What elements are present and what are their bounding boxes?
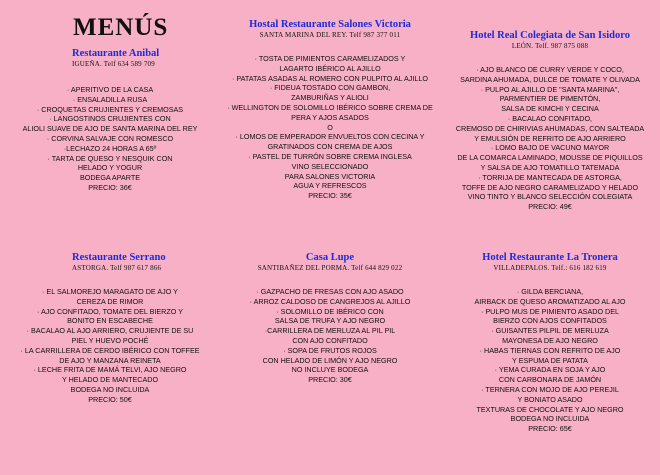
menu-item-line: Y SALSA DE AJO TOMATILLO TATEMADA — [480, 162, 620, 172]
menu-item-line: Y ESPUMA DE PATATA — [512, 355, 588, 365]
menu-item-line: · LECHE FRITA DE MAMÁ TELVI, AJO NEGRO — [33, 365, 187, 375]
menu-item-line: HELADO Y YOGUR — [77, 163, 143, 173]
menu-item-line: PRECIO: 30€ — [308, 375, 352, 385]
menu-item-line: · EL SALMOREJO MARAGATO DE AJO Y — [42, 287, 178, 296]
page-title: MENÚS — [73, 14, 169, 41]
menu-item-line: O — [327, 122, 333, 132]
menu-item-line: ZAMBURIÑAS Y ALIOLI — [291, 93, 369, 103]
menu-item-line: · LANGOSTINOS CRUJIENTES CON — [49, 114, 171, 124]
menu-item-line: ·LECHAZO 24 HORAS A 65º — [63, 143, 157, 153]
menu-item-line: · YEMA CURADA EN SOJA Y AJO — [494, 365, 606, 375]
menu-item-line: PRECIO: 36€ — [88, 182, 132, 192]
menu-item-line: PERA Y AJOS ASADOS — [291, 112, 369, 122]
column-left — [0, 0, 220, 42]
menu-item-line: BODEGA NO INCLUIDA — [70, 384, 150, 394]
menu-item-line: · CROQUETAS CRUJIENTES Y CREMOSAS — [36, 104, 184, 114]
menu-header — [446, 252, 654, 273]
restaurant-name: Casa Lupe — [305, 252, 355, 263]
menu-item-line: PRECIO: 49€ — [528, 202, 572, 212]
menu-item-line: · PULPO AL AJILLO DE "SANTA MARINA", — [480, 84, 620, 94]
menu-item-line: Y EMULSIÓN DE REFRITO DE AJO ARRIERO — [474, 133, 626, 143]
menu-item-line: PIEL Y HUEVO POCHÉ — [71, 335, 149, 345]
menu-item-line: VINO TINTO Y BLANCO SELECCIÓN COLEGIATA — [467, 192, 633, 202]
menu-item-line: BIERZO CON AJOS CONFITADOS — [493, 316, 607, 326]
menu-header — [6, 252, 214, 273]
menu-header — [226, 19, 434, 40]
menu-item-line: · CORVINA SALVAJE CON ROMESCO — [46, 133, 174, 143]
menu-item-line: LAGARTO IBÉRICO AL AJILLO — [279, 63, 381, 73]
restaurant-name: Hotel Restaurante La Tronera — [482, 252, 618, 263]
menu-item-line: · TORRIJA DE MANTECADA DE ASTORGA, — [478, 172, 622, 182]
menu-item-line: DE LA COMARCA LAMINADO, MOUSSE DE PIQUILLOS — [457, 153, 643, 163]
menu-item-line: SALSA DE KIMCHI Y CECINA — [501, 104, 599, 114]
menu-item-line: · GILDA BERCIANA, — [516, 287, 584, 296]
menu-header — [226, 252, 434, 273]
menu-item-line: CREMOSO DE CHIRIVIAS AHUMADAS, CON SALTEADA — [455, 123, 645, 133]
menu-card-la-tronera — [440, 252, 660, 434]
menu-item-line: VINO SELECCIONADO — [291, 161, 369, 171]
menu-item-line: · APERITIVO DE LA CASA — [66, 85, 154, 94]
menu-items — [226, 54, 434, 201]
menu-item-line: Y HELADO DE MANTECADO — [61, 375, 159, 385]
restaurant-name: Restaurante Anibal — [72, 48, 160, 59]
menu-item-line: · BACALAO AL AJO ARRIERO, CRUJIENTE DE SU — [26, 326, 194, 336]
restaurant-name: Hostal Restaurante Salones Victoria — [249, 19, 411, 30]
restaurant-address: SANTA MARINA DEL REY. Telf 987 377 011 — [259, 31, 401, 39]
menu-item-line: ·CARRILLERA DE MERLUZA AL PIL PIL — [264, 326, 396, 336]
menu-item-line: BODEGA NO INCLUIDA — [510, 414, 590, 424]
menu-item-line: TEXTURAS DE CHOCOLATE Y AJO NEGRO — [476, 404, 624, 414]
menu-item-line: · FIDEUA TOSTADO CON GAMBON, — [269, 83, 391, 93]
menu-item-line: TOFFE DE AJO NEGRO CARAMELIZADO Y HELADO — [461, 182, 639, 192]
menu-item-line: · TERNERA CON MOJO DE AJO PEREJIL — [481, 384, 619, 394]
menu-card-salones-victoria — [220, 19, 440, 201]
menu-item-line: · PULPO MUS DE PIMIENTO ASADO DEL — [480, 306, 620, 316]
menu-item-line: DE AJO Y MANZANA REINETA — [59, 355, 161, 365]
menu-item-line: · ENSALADILLA RUSA — [72, 94, 148, 104]
menu-item-line: PRECIO: 65€ — [528, 424, 572, 434]
menu-item-line: PRECIO: 35€ — [308, 191, 352, 201]
menu-item-line: · PATATAS ASADAS AL ROMERO CON PULPITO AL AJILLO — [232, 73, 428, 83]
menu-item-line: · PASTEL DE TURRÓN SOBRE CREMA INGLESA — [248, 151, 412, 161]
menu-item-line: ALIOLI SUAVE DE AJO DE SANTA MARINA DEL REY — [22, 124, 198, 134]
menu-item-line: PARMENTIER DE PIMENTÓN, — [499, 94, 601, 104]
menu-item-line: BODEGA APARTE — [79, 173, 141, 183]
menu-item-line: SALSA DE TRUFA Y AJO NEGRO — [274, 316, 386, 326]
menu-item-line: · TARTA DE QUESO Y NESQUIK CON — [47, 153, 173, 163]
menu-item-line: CEREZA DE RIMOR — [76, 296, 144, 306]
menu-item-line: AGUA Y REFRESCOS — [293, 181, 367, 191]
restaurant-address: IGUEÑA. Telf 634 589 709 — [72, 60, 155, 68]
menu-item-line: · AJO BLANCO DE CURRY VERDE Y COCO, — [476, 65, 624, 74]
menu-item-line: · BACALAO CONFITADO, — [507, 113, 593, 123]
restaurant-address: VILLADEPALOS. Telf.: 616 182 619 — [493, 264, 607, 272]
menu-item-line: NO INCLUYE BODEGA — [291, 365, 369, 375]
restaurant-address: SANTIBAÑEZ DEL PORMA. Telf 644 829 022 — [257, 264, 403, 272]
menu-item-line: SARDINA AHUMADA, DULCE DE TOMATE Y OLIVADA — [460, 74, 640, 84]
menu-item-line: · SOPA DE FRUTOS ROJOS — [283, 345, 377, 355]
menu-items — [446, 287, 654, 434]
menu-item-line: CON HELADO DE LIMÓN Y AJO NEGRO — [262, 355, 398, 365]
menu-item-line: Y BONIATO ASADO — [517, 394, 583, 404]
menu-items — [6, 287, 214, 405]
menu-card-casa-lupe — [220, 252, 440, 385]
menu-item-line: · LOMO BAJO DE VACUNO MAYOR — [490, 143, 610, 153]
menu-item-line: · WELLINGTON DE SOLOMILLO IBÉRICO SOBRE CREMA DE — [227, 102, 433, 112]
restaurant-address: LEÓN. Telf. 987 875 088 — [511, 42, 589, 50]
menu-card-colegiata-san-isidoro — [440, 30, 660, 212]
menu-items — [226, 287, 434, 385]
menu-item-line: · LA CARRILLERA DE CERDO IBÉRICO CON TOFFEE — [20, 345, 200, 355]
menu-item-line: GRATINADOS CON CREMA DE AJOS — [267, 142, 393, 152]
menu-card-restaurante-anibal — [0, 48, 220, 193]
menu-item-line: · TOSTA DE PIMIENTOS CARAMELIZADOS Y — [254, 54, 406, 63]
restaurant-name: Restaurante Serrano — [72, 252, 166, 263]
menu-items — [446, 65, 654, 212]
menu-item-line: CON AJO CONFITADO — [292, 335, 368, 345]
menu-items — [6, 85, 214, 193]
menu-card-restaurante-serrano — [0, 252, 220, 405]
menu-item-line: · ARROZ CALDOSO DE CANGREJOS AL AJILLO — [249, 296, 411, 306]
menu-item-line: · GAZPACHO DE FRESAS CON AJO ASADO — [256, 287, 404, 296]
menu-header — [6, 48, 214, 69]
restaurant-name: Hotel Real Colegiata de San Isidoro — [470, 30, 630, 41]
menu-item-line: PARA SALONES VICTORIA — [284, 171, 376, 181]
menu-item-line: MAYONESA DE AJO NEGRO — [502, 335, 598, 345]
restaurant-address: ASTORGA. Telf 987 617 866 — [72, 264, 162, 272]
menu-item-line: · SOLOMILLO DE IBÉRICO CON — [276, 306, 384, 316]
menu-item-line: AIRBACK DE QUESO AROMATIZADO AL AJO — [474, 296, 626, 306]
menu-item-line: · AJO CONFITADO, TOMATE DEL BIERZO Y — [36, 306, 184, 316]
menu-item-line: · HABAS TIERNAS CON REFRITO DE AJO — [479, 345, 621, 355]
menu-item-line: CON CARBONARA DE JAMÓN — [498, 375, 602, 385]
menu-item-line: BONITO EN ESCABECHE — [67, 316, 153, 326]
menu-header — [446, 30, 654, 51]
menu-item-line: · LOMOS DE EMPERADOR ENVUELTOS CON CECINA Y — [235, 132, 425, 142]
menu-item-line: PRECIO: 50€ — [88, 394, 132, 404]
menu-item-line: · GUISANTES PILPIL DE MERLUZA — [491, 326, 609, 336]
